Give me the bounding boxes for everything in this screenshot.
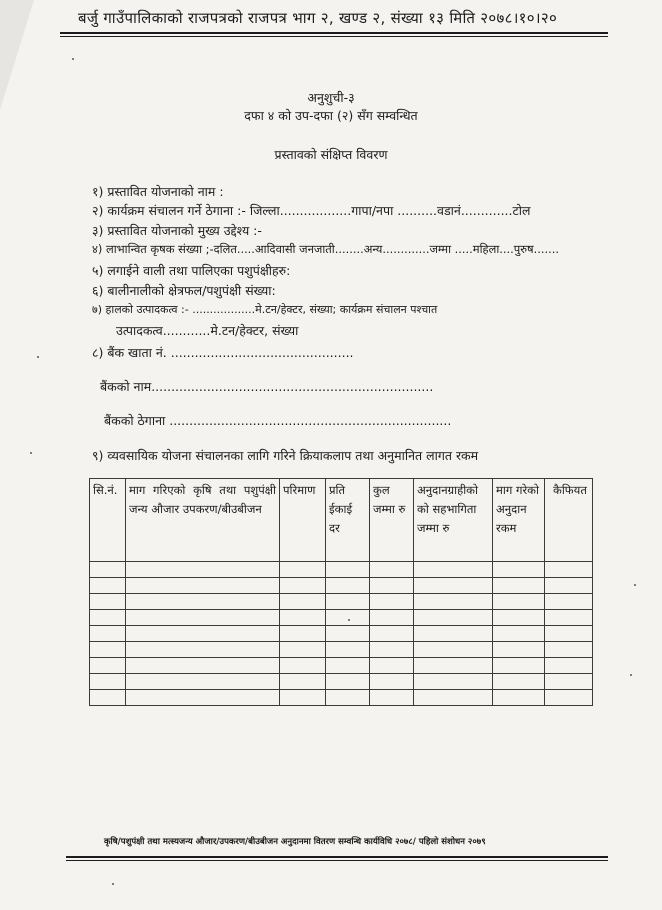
scan-speck <box>634 584 636 586</box>
col-quantity: परिमाण <box>280 479 326 562</box>
footer-rule <box>66 856 608 858</box>
summary-title: प्रस्तावको संक्षिप्त विवरण <box>274 147 388 162</box>
footer-rule-thin <box>66 860 608 861</box>
table-row <box>90 610 593 626</box>
scan-speck <box>630 674 632 676</box>
item-beneficiaries: ४) लाभान्वित कृषक संख्या ;-दलित.....आदिवासी जनजाती........अन्य.............जम्मा .....महिला....पुरुष....... <box>92 242 559 256</box>
table-row <box>90 578 593 594</box>
item-productivity: ७) हालको उत्पादकत्व :- ..................मे.टन/हेक्टर, संख्या; कार्यक्रम संचालन पश्चात <box>92 303 438 316</box>
header-rule <box>60 32 608 34</box>
item-bank-name: बैंकको नाम....................................................................... <box>100 379 434 394</box>
col-remarks: कैफियत <box>545 479 593 562</box>
col-equipment: माग गरिएको कृषि तथा पशुपंक्षी जन्य औजार उपकरण/बीउबीजन <box>126 479 280 562</box>
item-bank-address: बैंकको ठेगाना ....................................................................... <box>104 413 452 428</box>
cost-table <box>89 478 593 706</box>
scan-speck <box>112 883 114 885</box>
related-section: दफा ४ को उप-दफा (२) सँग सम्वन्धित <box>244 108 418 123</box>
col-total: कुल जम्मा रु <box>370 479 414 562</box>
item-area-count: ६) बालीनालीको क्षेत्रफल/पशुपंक्षी संख्या: <box>92 283 276 298</box>
table-row <box>90 626 593 642</box>
footer-text: कृषि/पशुपंक्षी तथा मत्स्यजन्य औजार/उपकरण/बीउबीजन अनुदानमा वितरण सम्वन्धि कार्यविधि २०७८/ पहिलो संशोधन २०७९ <box>104 837 486 847</box>
table-row <box>90 674 593 690</box>
annex-title: अनुशुची-३ <box>307 90 355 105</box>
scan-speck <box>37 356 39 358</box>
table-row <box>90 690 593 706</box>
item-activities-cost: ९) व्यवसायिक योजना संचालनका लागि गरिने क्रियाकलाप तथा अनुमानित लागत रकम <box>92 448 479 463</box>
table-header-row <box>90 479 593 562</box>
item-location: २) कार्यक्रम संचालन गर्ने ठेगाना :- जिल्ला..................गापा/नपा ..........वडानं.............टोल <box>92 203 531 218</box>
table-row <box>90 642 593 658</box>
item-crops-livestock: ५) लगाईने वाली तथा पालिएका पशुपंक्षीहरु: <box>92 263 291 278</box>
table-row <box>90 658 593 674</box>
scan-speck <box>72 58 74 60</box>
item-objective: ३) प्रस्तावित योजनाको मुख्य उद्देश्य :- <box>92 223 262 238</box>
col-participation: अनुदानग्राहीको को सहभागिता जम्मा रु <box>414 479 493 562</box>
header-rule-thin <box>60 36 608 37</box>
item-bank-account: ८) बैंक खाता नं. .............................................. <box>92 345 354 360</box>
table-row <box>90 562 593 578</box>
scan-speck <box>348 619 350 621</box>
col-unit-rate: प्रति ईकाई दर <box>326 479 370 562</box>
col-grant-requested: माग गरेको अनुदान रकम <box>493 479 545 562</box>
item-project-name: १) प्रस्तावित योजनाको नाम : <box>92 184 224 199</box>
col-serial: सि.नं. <box>90 479 126 562</box>
table-row <box>90 594 593 610</box>
gazette-header: बर्जु गाउँपालिकाको राजपत्रको राजपत्र भाग २, खण्ड २, संख्या १३ मिति २०७८।१०।२० <box>78 9 558 27</box>
item-productivity-after: उत्पादकत्व............मे.टन/हेक्टर, संख्या <box>116 323 299 338</box>
scan-speck <box>30 452 32 454</box>
